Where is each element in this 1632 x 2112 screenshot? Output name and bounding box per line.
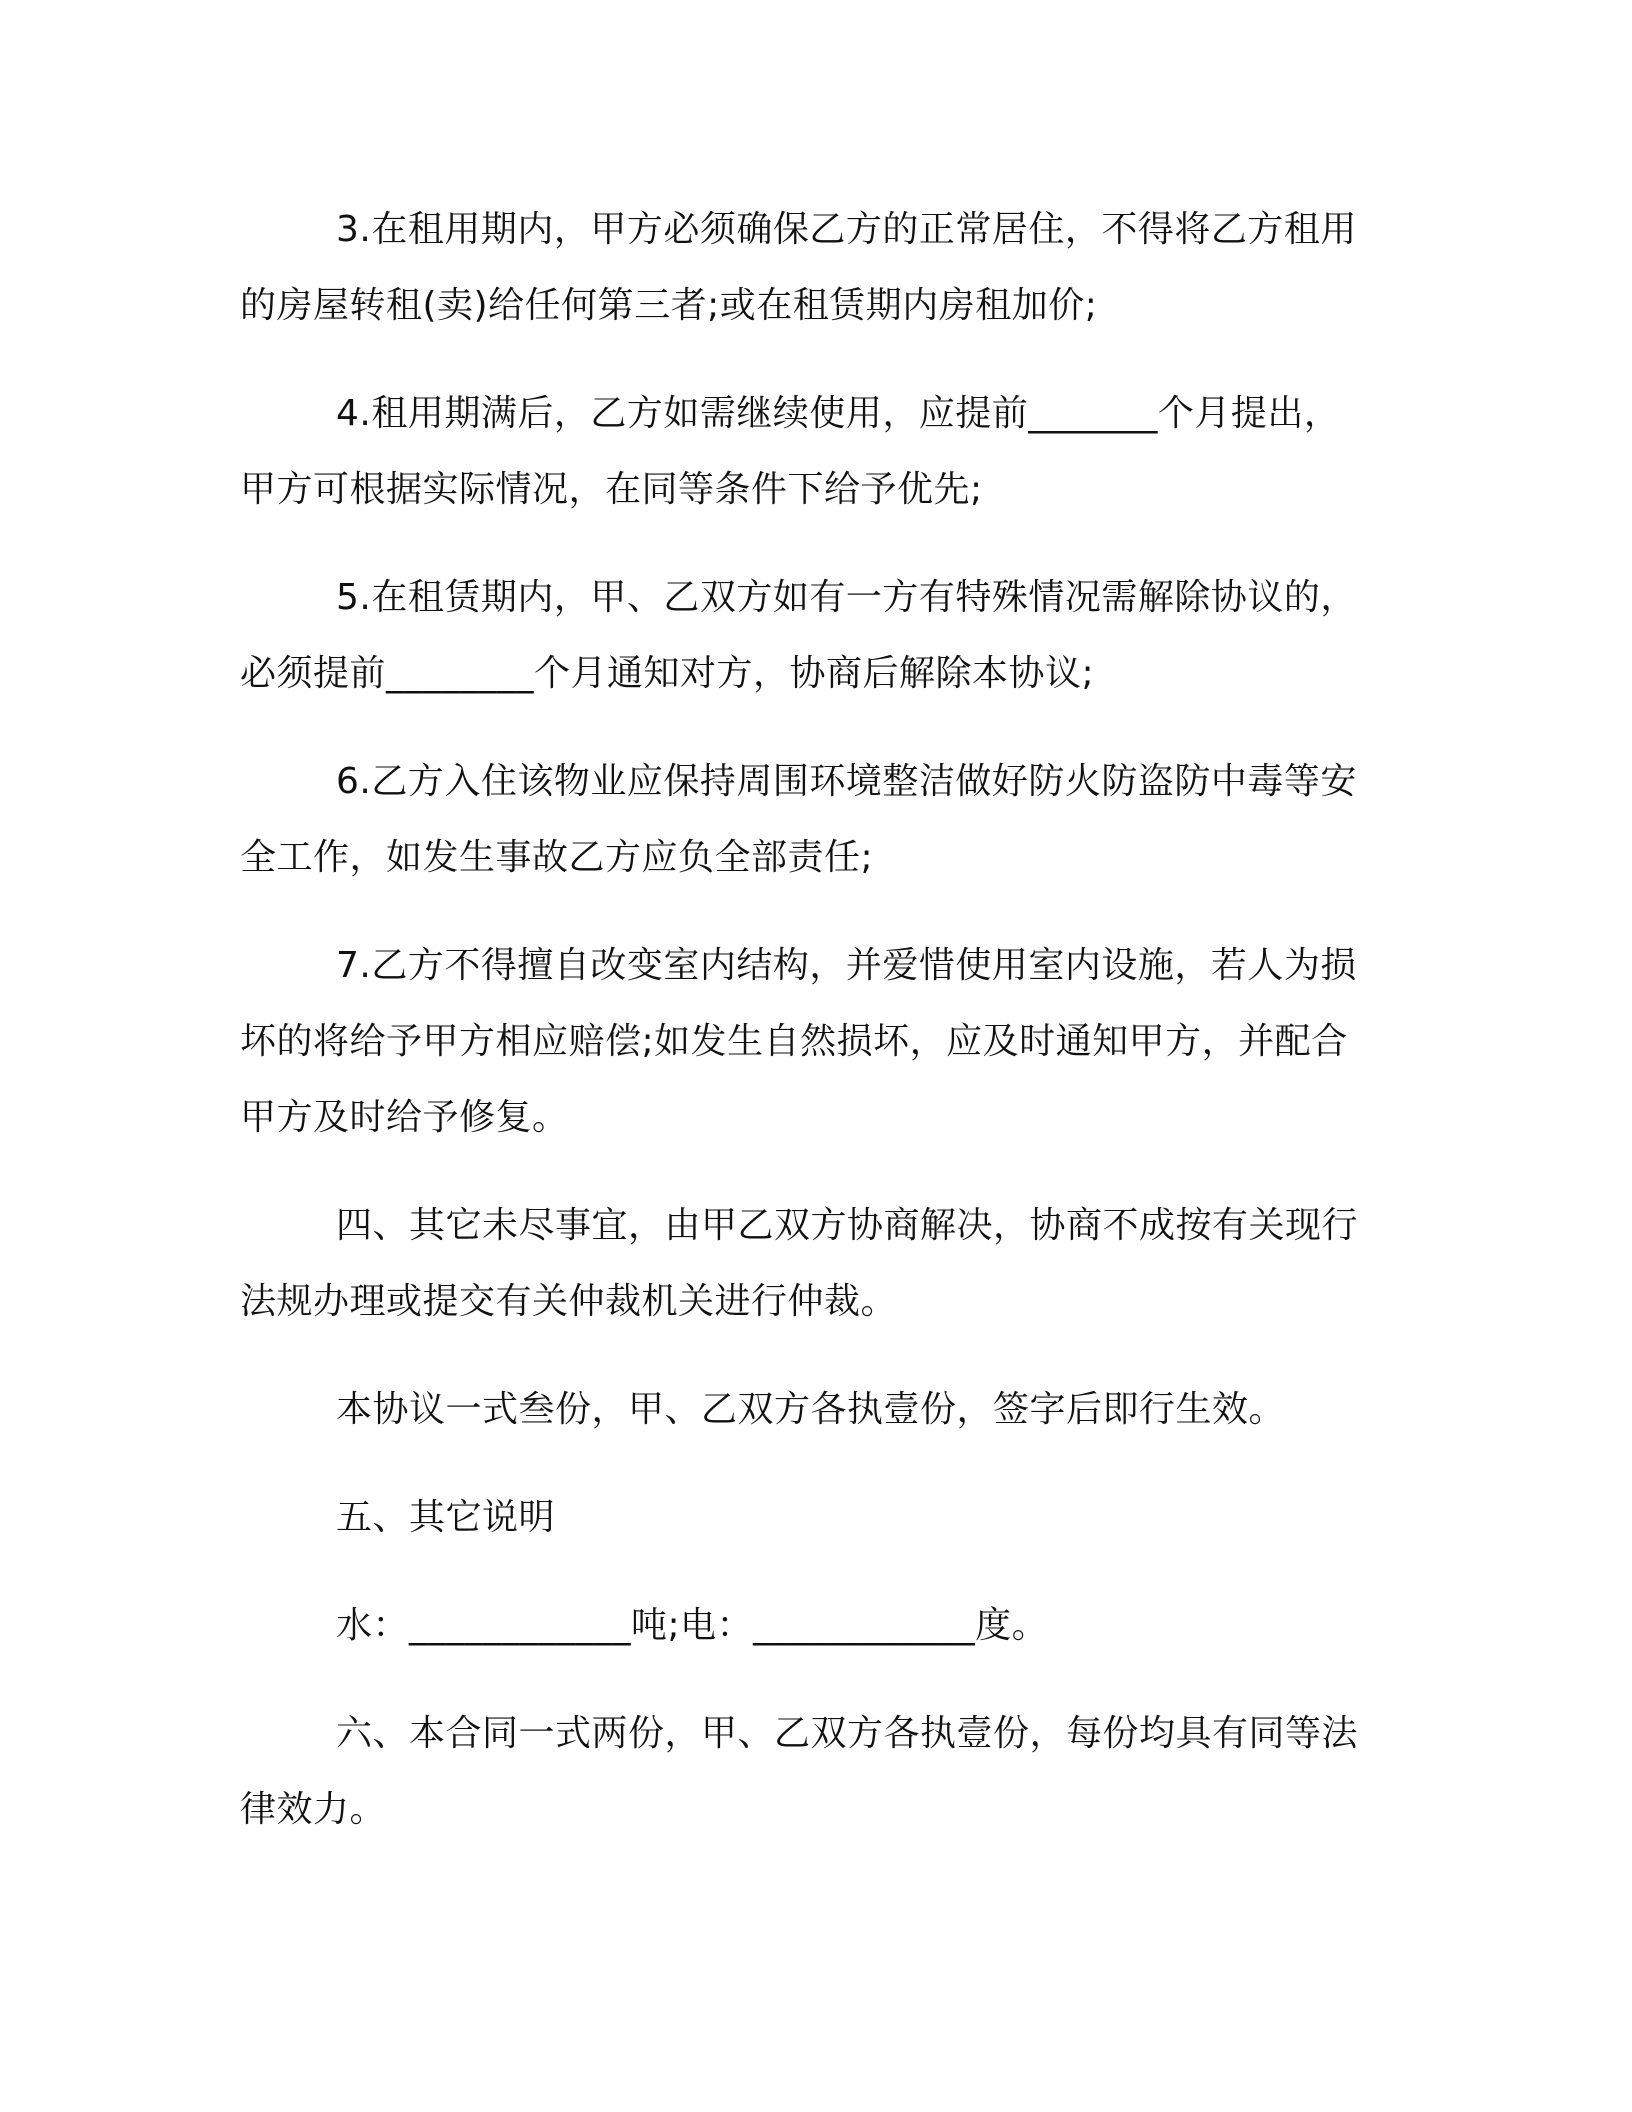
clause-4 [240, 376, 1378, 528]
clause-5 [240, 560, 1378, 712]
copies-statement-line-1: 本协议一式叁份，甲、乙双方各执壹份，签字后即行生效。 [336, 1389, 1286, 1430]
section-four [240, 1188, 1378, 1340]
clause-7-line-3: 甲方及时给予修复。 [240, 1097, 569, 1138]
section-six-line-2: 律效力。 [240, 1789, 387, 1830]
document-page [240, 192, 1378, 1880]
copies-statement [240, 1372, 1378, 1448]
utility-readings-line-1: 水：____________吨;电：____________度。 [336, 1605, 1049, 1646]
clause-7 [240, 928, 1378, 1156]
clause-6 [240, 744, 1378, 896]
clause-5-line-1: 5.在租赁期内，甲、乙双方如有一方有特殊情况需解除协议的， [336, 577, 1357, 618]
clause-4-line-1: 4.租用期满后，乙方如需继续使用，应提前_______个月提出， [336, 393, 1341, 434]
section-five-heading [240, 1480, 1378, 1556]
clause-3-line-1: 3.在租用期内，甲方必须确保乙方的正常居住，不得将乙方租用 [336, 209, 1357, 250]
clause-4-line-2: 甲方可根据实际情况，在同等条件下给予优先; [240, 469, 983, 510]
clause-7-line-1: 7.乙方不得擅自改变室内结构，并爱惜使用室内设施，若人为损 [336, 945, 1357, 986]
section-four-line-1: 四、其它未尽事宜，由甲乙双方协商解决，协商不成按有关现行 [336, 1205, 1359, 1246]
clause-7-line-2: 坏的将给予甲方相应赔偿;如发生自然损坏，应及时通知甲方，并配合 [240, 1021, 1348, 1062]
clause-5-line-2: 必须提前________个月通知对方，协商后解除本协议; [240, 653, 1095, 694]
section-four-line-2: 法规办理或提交有关仲裁机关进行仲裁。 [240, 1281, 898, 1322]
clause-3-line-2: 的房屋转租(卖)给任何第三者;或在租赁期内房租加价; [240, 285, 1098, 326]
section-six [240, 1696, 1378, 1848]
utility-readings [240, 1588, 1378, 1664]
section-six-line-1: 六、本合同一式两份，甲、乙双方各执壹份，每份均具有同等法 [336, 1713, 1359, 1754]
section-five-heading-line-1: 五、其它说明 [336, 1497, 556, 1538]
clause-3 [240, 192, 1378, 344]
clause-6-line-1: 6.乙方入住该物业应保持周围环境整洁做好防火防盗防中毒等安 [336, 761, 1357, 802]
clause-6-line-2: 全工作，如发生事故乙方应负全部责任; [240, 837, 874, 878]
